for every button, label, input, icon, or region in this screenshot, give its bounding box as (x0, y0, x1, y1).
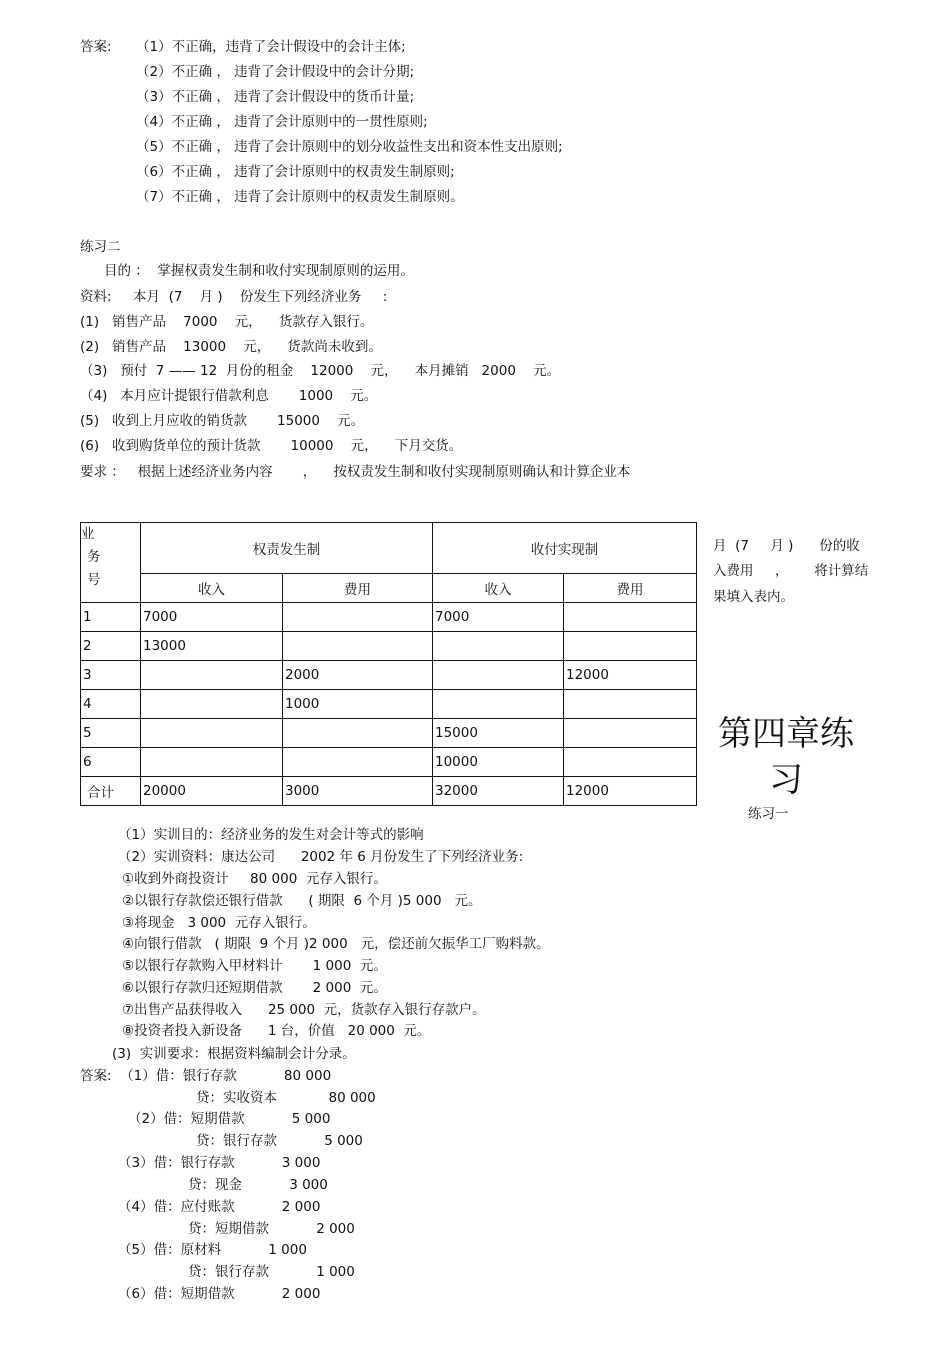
entry-line: （5）借：原材料 1 000 (118, 1242, 307, 1258)
cell: 2 (81, 632, 141, 661)
entry-line: （2）借：短期借款 5 000 (128, 1111, 331, 1127)
header-no-2: 务 (87, 549, 101, 565)
cell (564, 603, 697, 632)
header-no-3: 号 (87, 572, 101, 588)
table-row (81, 603, 697, 632)
answer-item: （6）不正确 ， 违背了会计原则中的权责发生制原则; (136, 164, 455, 180)
header-income: 收入 (433, 574, 564, 603)
cell (564, 719, 697, 748)
exercise-purpose: 目的 ： 掌握权责发生制和收付实现制原则的运用。 (104, 263, 414, 279)
side-text: 月 (7 月 ) 份的收 (713, 538, 860, 554)
cell: 1 (81, 603, 141, 632)
cell (283, 719, 433, 748)
entry-line: 贷：短期借款 2 000 (188, 1221, 355, 1237)
table-row (81, 690, 697, 719)
cell: 7000 (433, 603, 564, 632)
training-item: （2）实训资料：康达公司 2002 年 6 月份发生了下列经济业务: (118, 849, 524, 865)
exercise-item: (5) 收到上月应收的销货款 15000 元。 (80, 413, 365, 429)
training-item: （1）实训目的：经济业务的发生对会计等式的影响 (118, 827, 424, 843)
cell: 5 (81, 719, 141, 748)
side-text: 果填入表内。 (713, 589, 794, 605)
exercise-item: (6) 收到购货单位的预计货款 10000 元， 下月交货。 (80, 438, 463, 454)
cell (433, 690, 564, 719)
cell: 3000 (283, 777, 433, 806)
training-item: ⑦出售产品获得收入 25 000 元，货款存入银行存款户。 (122, 1002, 486, 1018)
entry-line: 贷：银行存款 1 000 (188, 1264, 355, 1280)
exercise-title: 练习二 (80, 239, 121, 255)
entry-line: （6）借：短期借款 2 000 (118, 1286, 321, 1302)
exercise-material: 资料: 本月 (7 月 ) 份发生下列经济业务 : (80, 289, 388, 305)
cell: 2000 (283, 661, 433, 690)
training-item: ①收到外商投资计 80 000 元存入银行。 (122, 871, 387, 887)
cell (564, 690, 697, 719)
header-income: 收入 (141, 574, 283, 603)
cell (141, 690, 283, 719)
training-item: ③将现金 3 000 元存入银行。 (122, 915, 316, 931)
answer-item: （3）不正确 ， 违背了会计假设中的货币计量; (136, 89, 415, 105)
header-cash: 收付实现制 (433, 523, 697, 574)
chapter-title-line2: 习 (769, 760, 803, 800)
cell (433, 661, 564, 690)
cell: 12000 (564, 661, 697, 690)
answer-item: （5）不正确 ， 违背了会计原则中的划分收益性支出和资本性支出原则; (136, 139, 563, 155)
entry-line: 贷：现金 3 000 (188, 1177, 328, 1193)
cell (564, 632, 697, 661)
cell: 1000 (283, 690, 433, 719)
table-row (81, 748, 697, 777)
cell: 6 (81, 748, 141, 777)
cell (283, 603, 433, 632)
exercise-item: （3) 预付 7 —— 12 月份的租金 12000 元， 本月摊销 2000 元。 (80, 363, 561, 379)
cell: 20000 (141, 777, 283, 806)
answer-item: （2）不正确 ， 违背了会计假设中的会计分期; (136, 64, 415, 80)
answer-item: （7）不正确 ， 违背了会计原则中的权责发生制原则。 (136, 189, 464, 205)
table-row (81, 661, 697, 690)
cell (433, 632, 564, 661)
cell (564, 748, 697, 777)
exercise-item: (2) 销售产品 13000 元， 货款尚未收到。 (80, 339, 382, 355)
entry-line: 答案: （1）借：银行存款 80 000 (80, 1068, 332, 1084)
answer-item: （4）不正确 ， 违背了会计原则中的一贯性原则; (136, 114, 428, 130)
cell: 10000 (433, 748, 564, 777)
cell: 7000 (141, 603, 283, 632)
cell: 32000 (433, 777, 564, 806)
cell (141, 719, 283, 748)
exercise-item: (1) 销售产品 7000 元， 货款存入银行。 (80, 314, 374, 330)
header-expense: 费用 (564, 574, 697, 603)
chapter-title-line1: 第四章练 (718, 714, 854, 754)
entry-line: （3）借：银行存款 3 000 (118, 1155, 321, 1171)
table-row-total (81, 777, 697, 806)
cell: 3 (81, 661, 141, 690)
exercise-item: （4) 本月应计提银行借款利息 1000 元。 (80, 388, 378, 404)
side-text: 入费用 ， 将计算结 (713, 563, 869, 579)
header-accrual: 权责发生制 (141, 523, 433, 574)
entry-line: （4）借：应付账款 2 000 (118, 1199, 321, 1215)
training-item: ⑥以银行存款归还短期借款 2 000 元。 (122, 980, 387, 996)
cell: 合计 (81, 777, 141, 806)
training-item: ④向银行借款 ( 期限 9 个月 )2 000 元，偿还前欠振华工厂购料款。 (122, 936, 550, 952)
table-row (81, 632, 697, 661)
header-business-no (81, 523, 141, 603)
entry-line: 贷：银行存款 5 000 (196, 1133, 363, 1149)
cell: 4 (81, 690, 141, 719)
cell (283, 632, 433, 661)
cell: 15000 (433, 719, 564, 748)
cell: 12000 (564, 777, 697, 806)
header-expense: 费用 (283, 574, 433, 603)
cell (141, 748, 283, 777)
training-item: ②以银行存款偿还银行借款 ( 期限 6 个月 )5 000 元。 (122, 893, 482, 909)
header-no-1: 业 (81, 526, 95, 542)
training-item: ⑤以银行存款购入甲材料计 1 000 元。 (122, 958, 387, 974)
exercise-requirement: 要求 ： 根据上述经济业务内容 ， 按权责发生制和收付实现制原则确认和计算企业本 (80, 464, 631, 480)
table-row (81, 719, 697, 748)
training-item: ⑧投资者投入新设备 1 台，价值 20 000 元。 (122, 1023, 431, 1039)
entry-line: 贷：实收资本 80 000 (196, 1090, 376, 1106)
answer-prefix: 答案: (80, 39, 112, 55)
cell: 13000 (141, 632, 283, 661)
cell (141, 661, 283, 690)
training-requirement: (3) 实训要求：根据资料编制会计分录。 (112, 1046, 356, 1062)
answer-item: （1）不正确，违背了会计假设中的会计主体; (136, 39, 406, 55)
cell (283, 748, 433, 777)
accrual-cash-table (80, 522, 697, 806)
chapter-sub: 练习一 (748, 806, 789, 822)
